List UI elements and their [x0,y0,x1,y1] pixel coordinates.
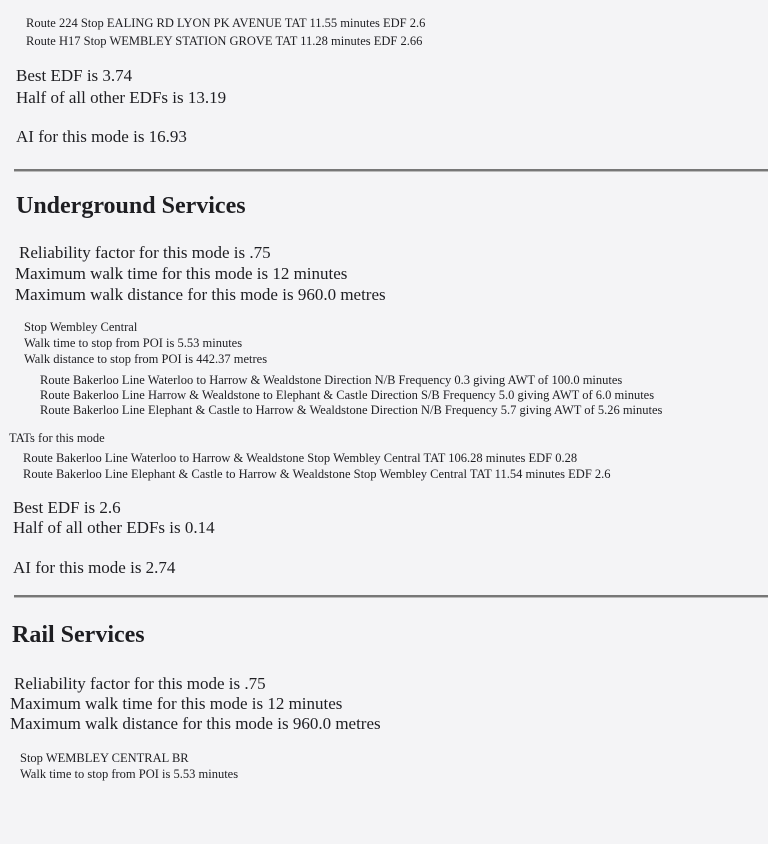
rail-reliability: Reliability factor for this mode is .75 [14,674,266,693]
underground-tat-line: Route Bakerloo Line Elephant & Castle to Harrow & Wealdstone Stop Wembley Central TAT 11.54 minutes EDF 2.6 [23,467,611,481]
underground-tat-line: Route Bakerloo Line Waterloo to Harrow & Wealdstone Stop Wembley Central TAT 106.28 minutes EDF 0.28 [23,451,578,465]
bus-tat-line: Route 224 Stop EALING RD LYON PK AVENUE TAT 11.55 minutes EDF 2.6 [26,16,426,30]
rail-heading: Rail Services [12,622,145,648]
rail-max-walk-time: Maximum walk time for this mode is 12 minutes [10,694,343,713]
bus-best-edf: Best EDF is 3.74 [16,66,133,85]
underground-walk-time: Walk time to stop from POI is 5.53 minutes [24,336,243,350]
section-divider [14,169,768,172]
rail-walk-time: Walk time to stop from POI is 5.53 minutes [20,767,239,781]
underground-tats-heading: TATs for this mode [9,431,105,445]
section-divider [14,595,768,598]
underground-max-walk-distance: Maximum walk distance for this mode is 960.0 metres [15,285,386,304]
underground-reliability: Reliability factor for this mode is .75 [19,243,271,262]
underground-walk-distance: Walk distance to stop from POI is 442.37 metres [24,352,268,366]
bus-half-edfs: Half of all other EDFs is 13.19 [16,88,227,107]
underground-max-walk-time: Maximum walk time for this mode is 12 minutes [15,264,348,283]
rail-max-walk-distance: Maximum walk distance for this mode is 960.0 metres [10,714,381,733]
underground-route: Route Bakerloo Line Elephant & Castle to Harrow & Wealdstone Direction N/B Frequency 5.7 giving AWT of 5.26 minutes [40,403,663,417]
underground-stop: Stop Wembley Central [24,320,138,334]
underground-ai: AI for this mode is 2.74 [13,558,176,577]
bus-tat-line: Route H17 Stop WEMBLEY STATION GROVE TAT 11.28 minutes EDF 2.66 [26,34,423,48]
underground-heading: Underground Services [16,193,246,219]
underground-best-edf: Best EDF is 2.6 [13,498,121,517]
bus-ai: AI for this mode is 16.93 [16,127,187,146]
underground-route: Route Bakerloo Line Harrow & Wealdstone to Elephant & Castle Direction S/B Frequency 5.0 giving AWT of 6.0 minutes [40,388,655,402]
rail-stop: Stop WEMBLEY CENTRAL BR [20,751,189,765]
underground-half-edfs: Half of all other EDFs is 0.14 [13,518,215,537]
underground-route: Route Bakerloo Line Waterloo to Harrow & Wealdstone Direction N/B Frequency 0.3 giving AWT of 100.0 minutes [40,373,623,387]
